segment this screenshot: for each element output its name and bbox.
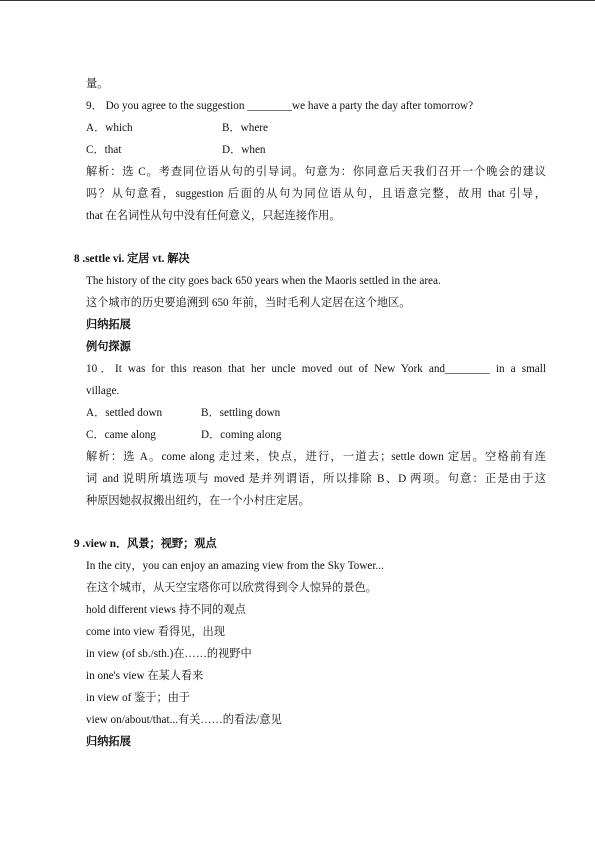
analysis-line: 解析：选 C。考查同位语从句的引导词。句意为：你同意后天我们召开一个晚会的建议 [86,166,546,178]
example-translation: 这个城市的历史要追溯到 650 年前，当时毛利人定居在这个地区。 [86,297,411,309]
option-d: D．when [222,144,266,156]
section-heading-view: 9 .view n．风景；视野；观点 [74,538,217,550]
analysis-line: 种原因她叔叔搬出纽约，在一个小村庄定居。 [86,495,310,507]
example-sentence: In the city，you can enjoy an amazing view from the Sky Tower... [86,560,384,572]
analysis-line: 解析：选 A。come along 走过来，快点，进行，一道去；settle down 定居。空格前有连 [86,451,546,463]
analysis-line: 词 and 说明所填选项与 moved 是并列谓语，所以排除 B、D 两项。句意：正是由于这 [86,473,546,485]
options-row-cd [86,424,546,446]
option-b: B．settling down [201,407,281,419]
option-b: B．where [222,122,268,134]
example-sentence: The history of the city goes back 650 years when the Maoris settled in the area. [86,275,441,287]
subheading-summary: 归纳拓展 [86,319,131,331]
analysis-line: that 在名词性从句中没有任何意义，只起连接作用。 [86,210,341,222]
phrase-item: in view (of sb./sth.)在……的视野中 [86,648,252,660]
question-10-cont: village. [86,385,120,397]
document-page [74,73,546,753]
question-9: 9． Do you agree to the suggestion ________we have a party the day after tomorrow? [86,100,474,112]
page-top-rule [0,0,595,1]
options-row-cd [86,139,546,161]
option-a: A．settled down [86,407,163,419]
phrase-item: in one's view 在某人看来 [86,670,204,682]
example-translation: 在这个城市，从天空宝塔你可以欣赏得到令人惊异的景色。 [86,582,377,594]
analysis-line: 吗？从句意看，suggestion 后面的从句为同位语从句，且语意完整，故用 that 引导， [86,188,546,200]
phrase-item: hold different views 持不同的观点 [86,604,246,616]
option-a: A．which [86,122,133,134]
phrase-item: in view of 鉴于；由于 [86,692,191,704]
option-c: C．that [86,144,122,156]
subheading-examples: 例句探源 [86,341,131,353]
option-c: C．came along [86,429,156,441]
option-d: D．coming along [201,429,282,441]
phrase-item: come into view 看得见，出现 [86,626,225,638]
phrase-item: view on/about/that...有关……的看法/意见 [86,714,282,726]
question-10: 10．It was for this reason that her uncle moved out of New York and________ in a small [86,363,546,375]
text-line: 量。 [86,78,109,90]
subheading-summary: 归纳拓展 [86,736,131,748]
options-row-ab [86,117,546,139]
section-heading-settle: 8 .settle vi. 定居 vt. 解决 [74,253,190,265]
options-row-ab [86,402,546,424]
